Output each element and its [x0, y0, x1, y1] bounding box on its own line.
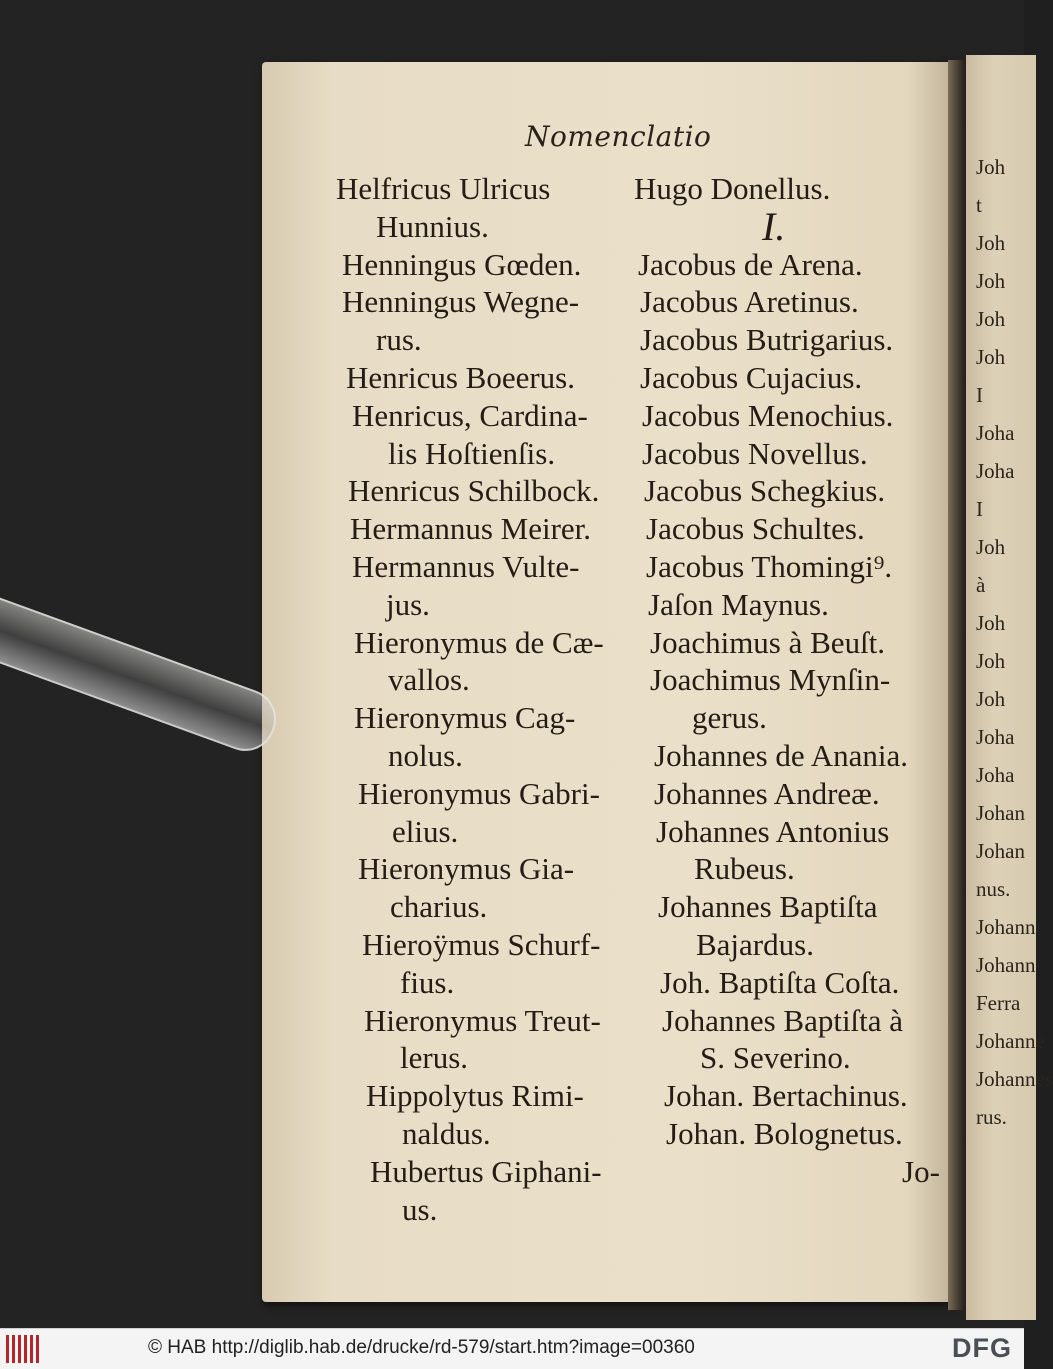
entry-line: charius. — [390, 889, 488, 925]
hab-logo-icon — [6, 1335, 46, 1363]
entry-line: Hieronymus Gabri- — [358, 775, 600, 811]
next-page-fragment: Joh — [976, 345, 1006, 369]
entry-line: nolus. — [388, 738, 463, 773]
entry-line: Henricus, Cardina- — [352, 397, 588, 433]
entry-line: Hermannus Vulte- — [352, 549, 580, 584]
entry-line: vallos. — [388, 662, 470, 698]
entry-line: Jo- — [902, 1153, 940, 1189]
entry-line: Joachimus Mynſin- — [650, 662, 891, 698]
entry-line: Jacobus Cujacius. — [640, 360, 863, 395]
next-page-fragment: Joh — [976, 231, 1006, 255]
entry-line: Bajardus. — [696, 927, 814, 962]
entry-line: Jacobus Butrigarius. — [640, 322, 894, 358]
entry-line: Jacobus Menochius. — [642, 397, 894, 433]
next-page-fragment: Joha — [976, 421, 1015, 445]
next-page-fragment: Johan — [976, 839, 1025, 863]
entry-line: Hugo Donellus. — [634, 171, 831, 206]
copyright-link[interactable]: © HAB http://diglib.hab.de/drucke/rd-579/start.htm?image=00360 — [148, 1337, 695, 1358]
next-page-fragment: Joh — [976, 269, 1006, 293]
entry-line: Hieronymus de Cæ- — [354, 624, 604, 660]
entry-line: Jacobus Schultes. — [646, 511, 865, 547]
next-page-fragment: Johannes — [976, 1067, 1053, 1091]
entry-line: Hieronymus Treut- — [364, 1002, 601, 1038]
entry-line: Johannes Antonius — [656, 813, 890, 849]
entry-line: Henningus Gœden. — [342, 246, 582, 282]
next-page-fragment: Ferra — [976, 991, 1021, 1015]
entry-line: Jacobus de Arena. — [638, 246, 863, 282]
entry-line: Joh. Baptiſta Coſta. — [660, 964, 900, 1000]
running-head: Nomenclatio — [525, 120, 712, 153]
entry-line: elius. — [392, 813, 459, 849]
entry-line: Hunnius. — [376, 208, 489, 244]
next-page-fragment: Joh — [976, 611, 1006, 635]
next-page-fragment: Joha — [976, 763, 1015, 787]
next-page-fragment: Johan — [976, 801, 1025, 825]
entry-line: Joachimus à Beuſt. — [650, 624, 886, 660]
entry-line: lerus. — [400, 1040, 469, 1076]
next-page-fragment: I — [976, 383, 983, 407]
entry-line: Jacobus Novellus. — [642, 435, 868, 471]
entry-line: Johannes de Anania. — [654, 738, 908, 773]
entry-line: Hieronymus Cag- — [354, 700, 576, 736]
entry-line: Hieroÿmus Schurf- — [362, 927, 601, 962]
entry-line: Helfricus Ulricus — [336, 171, 551, 206]
next-page-fragment: Joh — [976, 649, 1006, 673]
entry-line: Hubertus Giphani- — [370, 1153, 602, 1189]
entry-line: us. — [402, 1191, 438, 1227]
entry-line: Johan. Bertachinus. — [664, 1078, 908, 1114]
next-page-fragment: Joha — [976, 725, 1015, 749]
entry-line: lis Hoſtienſis. — [388, 435, 556, 471]
next-page-fragment: Johann — [976, 953, 1036, 977]
entry-line: Jacobus Schegkius. — [644, 473, 886, 509]
entry-line: Johannes Baptiſta à — [662, 1002, 904, 1038]
next-page-fragment: Joha — [976, 459, 1015, 483]
next-page-fragment: Joh — [976, 307, 1006, 331]
next-page-fragment: à — [976, 573, 986, 597]
next-page-fragment: rus. — [976, 1105, 1007, 1129]
next-page-fragment: nus. — [976, 877, 1011, 901]
next-page-fragment: I — [976, 497, 983, 521]
entry-line: Johannes Andreæ. — [654, 775, 880, 811]
entry-line: Hieronymus Gia- — [358, 851, 575, 887]
next-page-fragment: Joh — [976, 535, 1006, 559]
next-page-edge — [966, 55, 1053, 1320]
next-page-fragment: Joh — [976, 687, 1006, 711]
entry-line: Rubeus. — [694, 851, 795, 887]
section-letter: I. — [762, 203, 786, 249]
entry-line: Jacobus Thomingi⁹. — [646, 549, 893, 584]
entry-line: rus. — [376, 322, 422, 358]
entry-line: Henricus Schilbock. — [348, 473, 600, 509]
entry-line: S. Severino. — [700, 1040, 851, 1076]
entry-line: fius. — [400, 964, 455, 1000]
next-page-fragment: t — [976, 193, 982, 217]
entry-line: jus. — [386, 586, 430, 622]
next-page-fragment: Joh — [976, 155, 1006, 179]
entry-line: Johannes Baptiſta — [658, 889, 878, 925]
entry-line: gerus. — [692, 700, 767, 736]
entry-line: Johan. Bolognetus. — [666, 1116, 903, 1151]
entry-line: naldus. — [402, 1116, 491, 1151]
entry-line: Jacobus Aretinus. — [640, 284, 859, 320]
entry-line: Henningus Wegne- — [342, 284, 580, 320]
entry-line: Henricus Boeerus. — [346, 360, 575, 395]
plastic-page-clip — [0, 587, 284, 759]
entry-line: Hippolytus Rimi- — [366, 1078, 584, 1114]
next-page-fragment: Johanne — [976, 1029, 1045, 1053]
entry-line: Jaſon Maynus. — [648, 586, 829, 622]
entry-line: Hermannus Meirer. — [350, 511, 592, 547]
dfg-logo: DFG — [952, 1333, 1012, 1363]
footer-bar — [0, 1328, 1024, 1369]
next-page-fragment: Johann — [976, 915, 1036, 939]
